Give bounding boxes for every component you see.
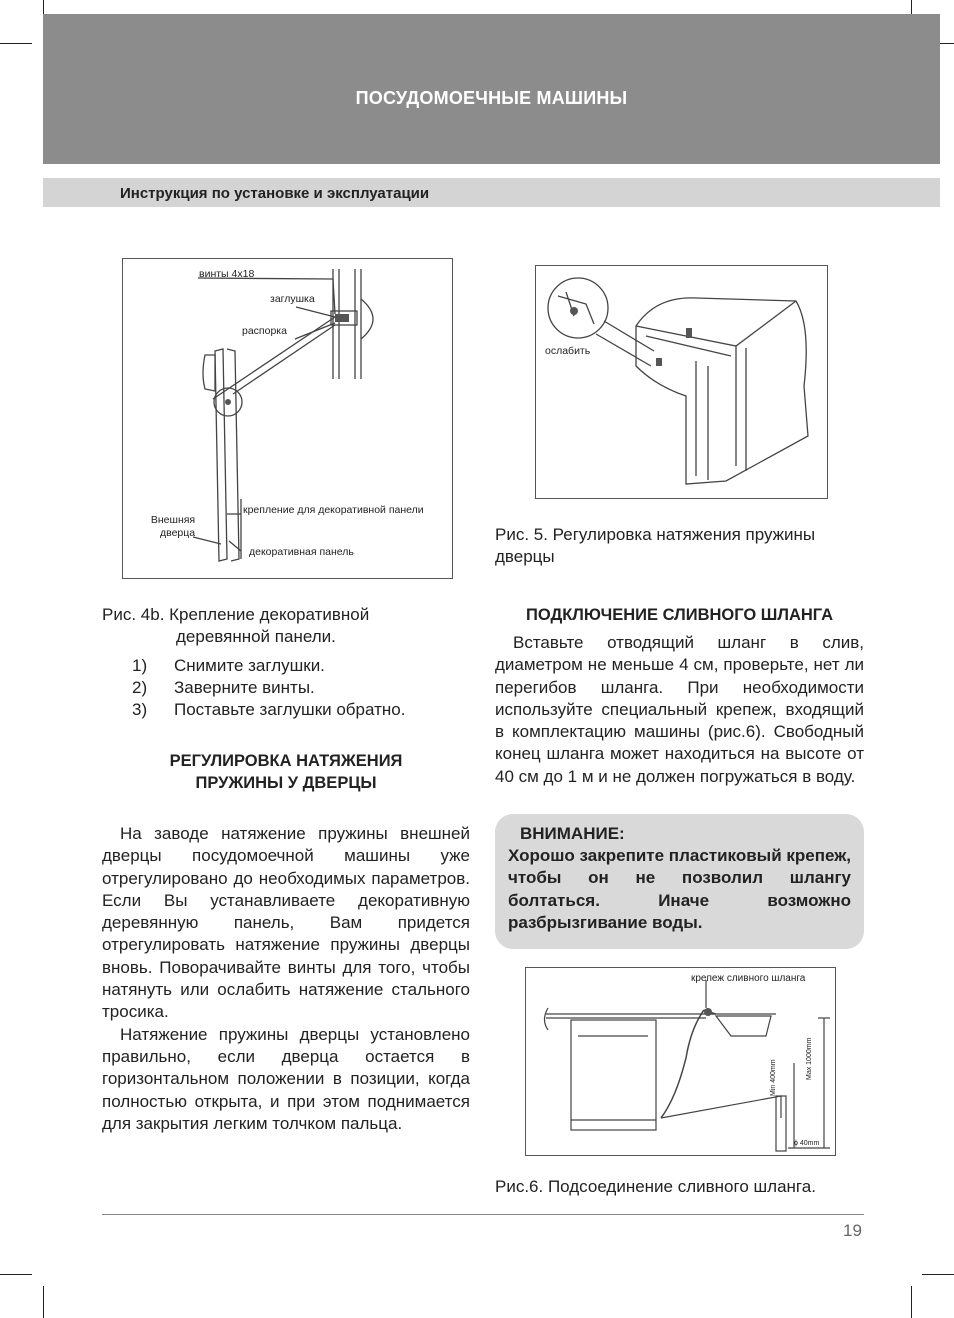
warning-text: Хорошо закрепите пластиковый крепеж, чтобы он не позволил шлангу болтаться. Иначе возможно разбрызгивание воды. <box>508 846 851 932</box>
page-subtitle: Инструкция по установке и эксплуатации <box>120 185 430 202</box>
figure-5 <box>535 265 828 499</box>
step-number: 3) <box>132 700 148 719</box>
figure-6-caption: Рис.6. Подсоединение сливного шланга. <box>495 1177 816 1196</box>
crop-mark <box>911 1286 912 1318</box>
figure-4b-caption-line2: деревянной панели. <box>176 627 336 646</box>
step-text: Снимите заглушки. <box>174 656 325 675</box>
label-diameter: ϕ 40mm <box>794 1140 820 1147</box>
label-hose-clip: крепеж сливного шланга <box>691 973 806 984</box>
steps-list <box>132 655 462 721</box>
spring-text <box>102 823 470 1135</box>
label-min: Min 400mm <box>770 1059 777 1096</box>
list-item <box>132 655 462 677</box>
label-panel: декоративная панель <box>249 546 354 558</box>
crop-mark <box>922 1274 954 1275</box>
step-text: Заверните винты. <box>174 678 315 697</box>
section-heading-hose: ПОДКЛЮЧЕНИЕ СЛИВНОГО ШЛАНГА <box>525 606 834 624</box>
figure-4b-caption <box>102 604 452 648</box>
label-plug: заглушка <box>270 293 315 305</box>
hose-text <box>495 632 864 788</box>
crop-mark <box>43 1286 44 1318</box>
section-heading-spring <box>102 750 470 794</box>
label-screws: винты 4х18 <box>199 268 255 280</box>
label-outer-door <box>150 514 195 540</box>
footer-divider <box>102 1214 864 1215</box>
list-item <box>132 699 462 721</box>
spring-paragraph-2: Натяжение пружины дверцы установлено правильно, если дверца остается в горизонтальном положении в позиции, когда полностью открыта, и при этом поднимается для закрытия легким толчком пальца. <box>102 1024 470 1133</box>
section-heading-spring-line2: ПРУЖИНЫ У ДВЕРЦЫ <box>195 774 377 792</box>
figure-4b <box>122 258 453 579</box>
figure-6-drawing <box>526 968 836 1156</box>
spring-paragraph-1: На заводе натяжение пружины внешней дверцы посудомоечной машины уже отрегулировано до необходимых параметров. Если Вы устанавливаете декоративную деревянную панель, Вам придется отрегулировать натяжение пружины дверцы вновь. Поворачивайте винты для того, чтобы натянуть или ослабить натяжение стального тросика. <box>102 824 470 1022</box>
label-outer-door-line2: дверца <box>160 527 196 539</box>
list-item <box>132 677 462 699</box>
figure-5-drawing <box>536 266 828 499</box>
hose-paragraph: Вставьте отводящий шланг в слив, диаметром не меньше 4 см, проверьте, нет ли перегибов шланга. При необходимости используйте специальный крепеж, входящий в комплектацию машины (рис.6). Свободный конец шланга может находиться на высоте от 40 см до 1 м и не должен погружаться в воду. <box>495 633 864 786</box>
page-number: 19 <box>843 1221 862 1240</box>
crop-mark <box>0 1274 32 1275</box>
label-loosen: ослабить <box>545 345 591 357</box>
step-text: Поставьте заглушки обратно. <box>174 700 406 719</box>
section-heading-spring-line1: РЕГУЛИРОВКА НАТЯЖЕНИЯ <box>169 752 403 770</box>
warning-box <box>495 814 864 949</box>
label-max: Max 1000mm <box>806 1037 813 1080</box>
label-mount: крепление для декоративной панели <box>243 504 424 516</box>
label-outer-door-line1: Внешняя <box>150 514 196 526</box>
step-number: 2) <box>132 678 148 697</box>
step-number: 1) <box>132 656 148 675</box>
page-title: ПОСУДОМОЕЧНЫЕ МАШИНЫ <box>355 88 628 108</box>
warning-title: ВНИМАНИЕ: <box>520 824 625 843</box>
crop-mark <box>0 43 32 44</box>
label-spacer: распорка <box>242 325 287 337</box>
figure-6 <box>525 967 836 1156</box>
figure-4b-caption-line1: Рис. 4b. Крепление декоративной <box>102 605 370 624</box>
figure-5-caption: Рис. 5. Регулировка натяжения пружины дверцы <box>495 525 816 566</box>
